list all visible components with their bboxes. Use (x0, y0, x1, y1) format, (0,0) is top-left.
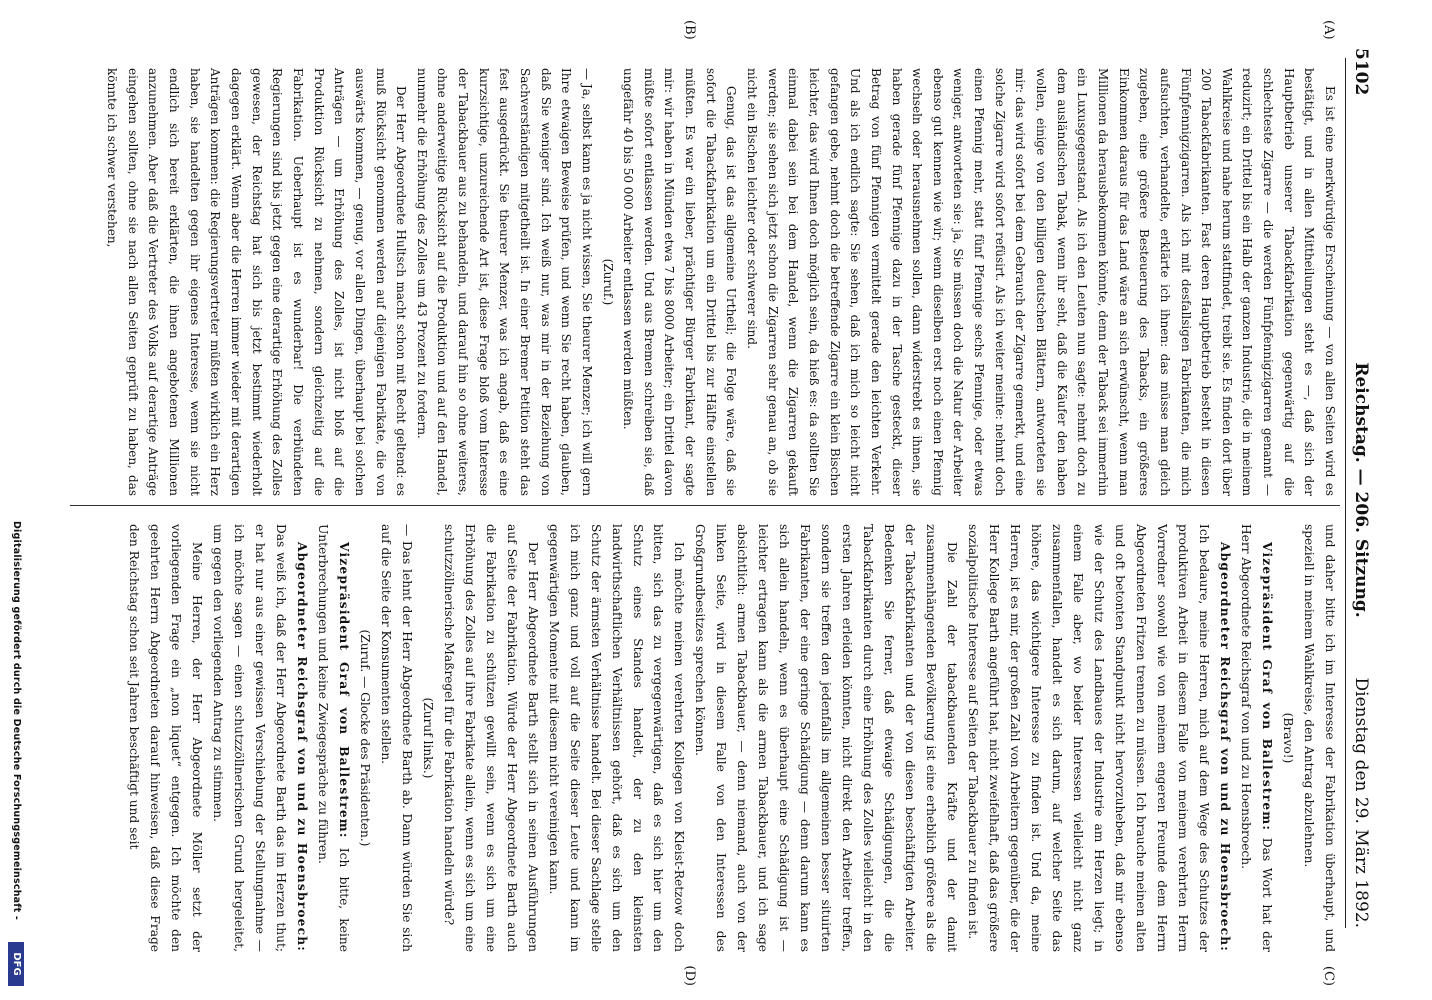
interjection (417, 524, 438, 952)
paragraph-text: Ich bitte, keine Unterbrechungen und keine Zwiegespräche zu führen. (315, 524, 351, 952)
page-number: 5102 (1351, 48, 1371, 96)
paragraph (689, 524, 962, 952)
column-divider (70, 505, 1340, 506)
speaker-name: Vizepräsident Graf von Ballestrem: (1260, 542, 1275, 832)
dfg-logo: DFG (8, 942, 24, 986)
paragraph (123, 524, 207, 952)
session-date: Dienstag den 29. März 1892. (1351, 677, 1371, 928)
paragraph-text: Ich bedaure, meine Herren, mich auf dem Wege des Schutzes der produktiven Arbeit in diesem Falle von meinem verehrten Herrn Vorredner sowohl wie von meinem engeren Freunde dem Herrn Abgeordneten Fritzen trennen zu müssen. Ich brauche meinen alten und oft betonten Standpunkt nicht hervorzuheben, daß mir ebenso wie der Schutz des Landbaues der Industrie am Herzen liegt; in einem Falle aber, wo beider Interessen vielleicht nicht ganz zusammenfallen, handelt es sich darum, auf welcher Seite das höhere, das wichtigere Interesse zu finden ist. Und da, meine Herren, ist es mir, der großen Zahl von Arbeitern gegenüber, die der Herr Kollege Barth angeführt hat, nicht zweifelhaft, daß das größere sozialpolitische Interesse auf Seiten der Tabackbauer zu finden ist. (966, 524, 1212, 952)
right-column (123, 524, 1340, 952)
paragraph (1298, 524, 1340, 952)
digitization-note: Digitalisierung gefördert durch die Deutsche Forschungsgemeinschaft - (11, 520, 22, 920)
interjection (1277, 524, 1298, 952)
paragraph-text: Meine Herren, der Herr Abgeordnete Möller setzt der vorliegenden Frage ein „non liquet“ entgegen. Ich möchte den geehrten Herrn Abgeordneten darauf hinweisen, daß diese Frage den Reichstag schon seit Jahren beschäftigt und seit (126, 524, 204, 952)
paragraph (102, 68, 412, 496)
paragraph-text: und daher bitte ich im Interesse der Fabrikation überhaupt, und speziell in meinem Wahlkreise, den Antrag abzulehnen. (1302, 524, 1337, 952)
speech-paragraph (1235, 524, 1277, 952)
margin-mark-a: (A) (1321, 20, 1336, 40)
paragraph (618, 68, 742, 496)
interjection (597, 68, 618, 496)
paragraph-text: Das Wort hat der Herr Abgeordnete Reichsgraf von und zu Hoensbroech. (1239, 524, 1275, 952)
paragraph-text: (Bravo!) (1281, 712, 1296, 764)
paragraph-text: Die Zahl der tabackbauenden Kräfte und der damit zusammenhängenden Bevölkerung ist eine erheblich größere als die der Tabackfabrikanten und der von diesen beschäftigten Arbeiter. Bedenken Sie ferner, daß etwaige Schädigungen, die die Tabackfabrikanten durch eine Erhöhung des Zolles vielleicht in den ersten Jahren erleiden könnten, nicht direkt den Arbeiter treffen, sondern sie treffen den jedenfalls im allgemeinen besser situirten Fabrikanten, der eine geringe Schädigung — denn darum kann es sich allein handeln, wenn es überhaupt eine Schädigung ist — leichter ertragen kann als die armen Tabackbauer, und ich sage absichtlich: armen Tabackbauer, — denn niemand, auch von der linken Seite, wird in diesem Falle von den Interessen des Großgrundbesitzes sprechen können. (693, 524, 960, 952)
paragraph (375, 524, 417, 952)
paragraph (741, 68, 1340, 496)
interjection (354, 524, 375, 952)
speech-paragraph (312, 524, 354, 952)
paragraph-text: Ich möchte meinen verehrten Kollegen von Kleist-Retzow doch bitten, sich das zu vergegenwärtigen, daß es sich hier um den Schutz eines Standes handelt, der zu den kleinsten landwirthschaftlichen Verhältnissen gehört, daß es sich um den Schutz der ärmsten Verhältnisse handelt. Bei dieser Sachlage stelle ich mich ganz und voll auf die Seite dieser Leute und kann im gegenwärtigen Momente mit diesem nicht vereinigen kann. (546, 524, 687, 952)
margin-mark-b: (B) (682, 20, 697, 40)
speech-paragraph (962, 524, 1235, 952)
margin-mark-c: (C) (1321, 965, 1336, 986)
paragraph-text: Der Herr Abgeordnete Barth stellt sich in seinen Ausführungen auf Seite der Fabrikation. Würde der Herr Abgeordnete Barth auch die Fabrikation zu schützen gewillt sein, wenn es sich um eine Erhöhung des Zolles auf ihre Fabrikate allein, wenn es sich um eine schutzzöllnerische Maßregel für die Fabrikation handeln würde? (441, 524, 540, 952)
paragraph (438, 524, 543, 952)
left-column (102, 68, 1340, 496)
paragraph-text: Genug, das ist das allgemeine Urtheil; die Folge wäre, daß sie sofort die Tabackfabrikation um ein Drittel bis zur Hälfte einstellen müßten. Es war ein lieber, prächtiger Bürger Fabrikant, der sagte mir: wir haben in Münden etwa 7 bis 8000 Arbeiter; ein Drittel davon müßte sofort entlassen werden. Und aus Bremen schreiben sie, daß ungefähr 40 bis 50 000 Arbeiter entlassen werden müßten. (621, 68, 739, 496)
header-rule (1345, 58, 1346, 928)
speech-paragraph (207, 524, 312, 952)
margin-mark-d: (D) (682, 965, 697, 986)
page-header (1346, 40, 1376, 940)
session-title: Reichstag. — 206. Sitzung. (1351, 362, 1371, 618)
paragraph-text: Der Herr Abgeordnete Hultsch macht schon mit Recht geltend: es muß Rücksicht genommen werden auf diejenigen Fabrikate, die von auswärts kommen, — genug, vor allen Dingen, überhaupt bei solchen Anträgen — um Erhöhung des Zolles, ist nicht bloß auf die Produktion Rücksicht zu nehmen, sondern gleichzeitig auf die Fabrikation. Ueberhaupt ist es wunderbar! Die verbündeten Regierungen sind bis jetzt gegen eine derartige Erhöhung des Zolles gewesen, der Reichstag hat sich bis jetzt bestimmt wiederholt dagegen erklärt. Wenn aber die Herren immer wieder mit derartigen Anträgen kommen: die Regierungsvertreter müßten wirklich ein Herz haben, sie handelten gegen ihr eigenes Interesse, wenn sie nicht endlich sich bereit erklärten, die ihnen angebotenen Millionen anzunehmen. Aber daß die Vertreter des Volks auf derartige Anträge eingehen sollten, ohne sie nach allen Seiten geprüft zu haben, das könnte ich schwer verstehen, (105, 68, 409, 496)
speaker-name: Abgeordneter Reichsgraf von und zu Hoensbroech: (1218, 542, 1233, 952)
paragraph-text: Es ist eine merkwürdige Erscheinung — von allen Seiten wird es bestätigt, und in allen Mittheilungen steht es —, daß sich der Hauptbetrieb unserer Tabackfabrikation gegenwärtig auf die schlechteste Zigarre — die werden Fünfpfennigzigarren genannt — reduzirt; ein Drittel bis ein Halb der ganzen Industrie, die in meinem Wahlkreise und nahe herum stattfindet, treibt sie. Es finden dort über 200 Tabackfabrikanten. Fast deren Hauptbetrieb besteht in diesen Fünfpfennigzigarren. Als ich mit desfallsigen Fabrikanten, die mich aufsuchten, verhandelte, erklärte ich ihnen: das müsse man gleich zugeben, eine größere Besteuerung des Tabacks, ein größeres Einkommen daraus für das Land wäre an sich erwünscht, wenn man Millionen da herausbekommen könnte, denn der Taback sei immerhin ein Luxusgegenstand. Als ich den Leuten nun sagte: nehmt doch zu dem ausländischen Tabak, wenn ihr seht, daß die Käufer den haben wollen, einige von den billigen deutschen Blättern, antworteten sie mir: das wird sofort bei dem Gebrauch der Zigarre gemerkt, und eine solche Zigarre wird sofort refüsirt. Als ich weiter meinte: nehmt doch einen Pfennig mehr, statt fünf Pfennige sechs Pfennige, oder etwas weniger, antworteten sie: ja, Sie müssen doch die Natur der Arbeiter ebenso gut kennen wie wir; wenn dieselben erst noch einen Pfennig wechseln oder herausnehmen sollen, dann widerstrebt es ihnen, sie haben gerade fünf Pfennige dazu in der Tasche gesteckt, dieser Betrag von fünf Pfennigen vermittelt gerade den leichten Verkehr. Und als ich endlich sagte: Sie sehen, daß ich mich so leicht nicht gefangen gebe, nehmt doch die betreffende Zigarre ein klein Bischen leichter, das wird Ihnen doch möglich sein, da hieß es: da sollten Sie einmal dabei sein bei dem Handel, wenn die Zigarren gekauft werden; sie sehen sich jetzt schon die Zigarren sehr genau an, ob sie nicht ein Bischen leichter oder schwerer sind. (745, 68, 1337, 496)
paragraph-text: (Zuruf. — Glocke des Präsidenten.) (357, 629, 372, 847)
paragraph-text: (Zuruf links.) (420, 697, 435, 779)
paragraph-text: — Ja, selbst kann es ja nicht wissen, Sie theurer Menzer; ich will gern Ihre etwaigen Beweise prüfen, und wenn Sie recht haben, glauben, daß Sie weniger sind. Ich weiß nur, was mir in der Beziehung von Sachverständigen mitgetheilt ist. In einer Bremer Petition steht das fest ausgedrückt. Sie theurer Menzer, was ich angab, daß es eine kurzsichtige, unzureichende Art ist, diese Frage bloß vom Interesse der Tabackbauer aus zu behandeln, und darauf hin so ohne weiteres, ohne anderweitige Rücksicht auf die Produktion und auf den Handel, nunmehr die Erhöhung des Zolles um 43 Prozent zu fordern. (414, 68, 594, 496)
paragraph (411, 68, 597, 496)
paragraph-text: Das weiß ich, daß der Herr Abgeordnete Barth das im Herzen thut; er hat nur aus einer gewissen Verschiebung der Stellungnahme — ich möchte sagen — einen schutzzöllnerischen Grund hergeleitet, um gegen den vorliegenden Antrag zu stimmen. (210, 524, 288, 952)
speaker-name: Abgeordneter Reichsgraf von und zu Hoensbroech: (294, 542, 309, 952)
paragraph-text: — Das lehnt der Herr Abgeordnete Barth ab. Dann würden Sie sich auf die Seite der Konsumenten stellen. (378, 524, 414, 952)
paragraph (543, 524, 690, 952)
speaker-name: Vizepräsident Graf von Ballestrem: (336, 542, 351, 839)
paragraph-text: (Zuruf.) (600, 258, 615, 306)
